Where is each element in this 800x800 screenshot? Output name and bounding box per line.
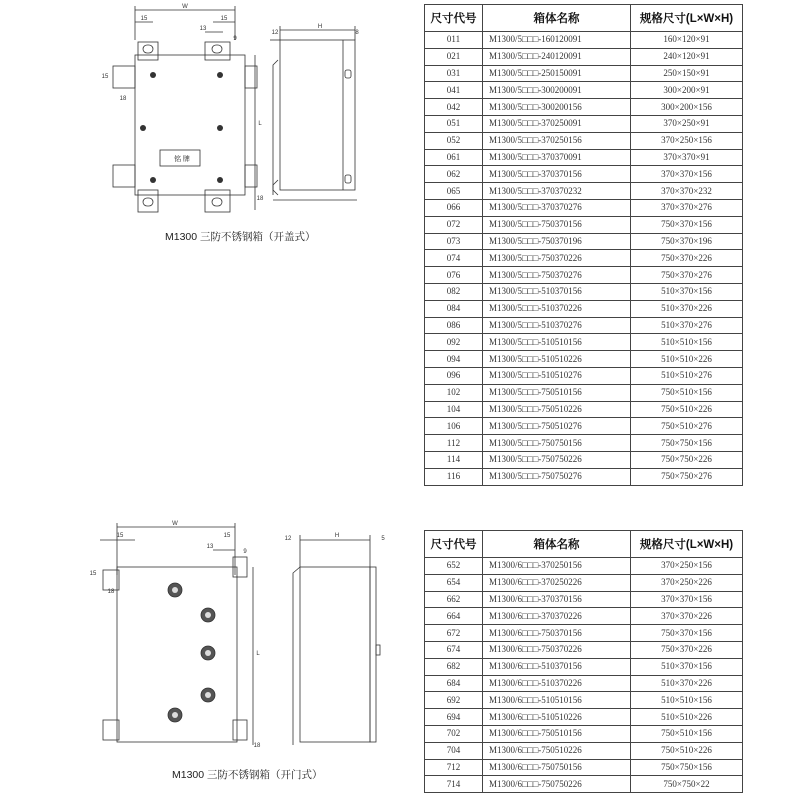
svg-text:H: H: [317, 24, 323, 30]
size-code-cell: 116: [425, 468, 483, 485]
spec-size-cell: 750×370×156: [631, 216, 743, 233]
table-row: [425, 216, 743, 233]
table-row: [425, 149, 743, 166]
box-name-cell: M1300/5□□□-750750276: [483, 468, 631, 485]
spec-size-cell: 300×200×91: [631, 82, 743, 99]
spec-size-cell: 250×150×91: [631, 65, 743, 82]
spec-size-cell: 510×510×156: [631, 692, 743, 709]
table-row: [425, 65, 743, 82]
table-row: [425, 591, 743, 608]
table-row: [425, 558, 743, 575]
svg-text:18: 18: [253, 743, 261, 749]
table-row: [425, 418, 743, 435]
table-row: [425, 692, 743, 709]
svg-text:12: 12: [284, 536, 292, 542]
spec-size-cell: 510×510×276: [631, 367, 743, 384]
table-row: [425, 250, 743, 267]
svg-text:12: 12: [271, 30, 279, 36]
size-code-cell: 672: [425, 625, 483, 642]
size-code-cell: 664: [425, 608, 483, 625]
size-code-cell: 052: [425, 132, 483, 149]
spec-size-cell: 510×370×156: [631, 283, 743, 300]
spec-size-cell: 370×370×156: [631, 166, 743, 183]
spec-size-cell: 750×750×22: [631, 776, 743, 793]
header-size-code: 尺寸代号: [425, 531, 483, 558]
table-row: [425, 48, 743, 65]
spec-table-bottom: [424, 530, 743, 793]
svg-text:W: W: [172, 521, 178, 527]
box-name-cell: M1300/6□□□-510370226: [483, 675, 631, 692]
box-name-cell: M1300/5□□□-750750226: [483, 451, 631, 468]
table-row: [425, 351, 743, 368]
size-code-cell: 112: [425, 435, 483, 452]
box-name-cell: M1300/5□□□-160120091: [483, 32, 631, 49]
spec-size-cell: 750×370×226: [631, 641, 743, 658]
table-row: [425, 199, 743, 216]
box-name-cell: M1300/5□□□-370370091: [483, 149, 631, 166]
svg-text:15: 15: [116, 533, 124, 539]
table-row: [425, 334, 743, 351]
box-name-cell: M1300/6□□□-750510156: [483, 725, 631, 742]
size-code-cell: 652: [425, 558, 483, 575]
table-row: [425, 300, 743, 317]
size-code-cell: 702: [425, 725, 483, 742]
table-row: [425, 709, 743, 726]
header-box-name: 箱体名称: [483, 531, 631, 558]
box-name-cell: M1300/5□□□-250150091: [483, 65, 631, 82]
header-spec-size: 规格尺寸(L×W×H): [631, 5, 743, 32]
size-code-cell: 096: [425, 367, 483, 384]
size-code-cell: 066: [425, 199, 483, 216]
size-code-cell: 714: [425, 776, 483, 793]
svg-text:L: L: [256, 651, 260, 657]
spec-size-cell: 750×510×226: [631, 401, 743, 418]
table-row: [425, 468, 743, 485]
table-row: [425, 742, 743, 759]
size-code-cell: 062: [425, 166, 483, 183]
spec-size-cell: 370×250×156: [631, 132, 743, 149]
box-name-cell: M1300/5□□□-750370156: [483, 216, 631, 233]
size-code-cell: 011: [425, 32, 483, 49]
spec-size-cell: 750×750×156: [631, 759, 743, 776]
box-name-cell: M1300/5□□□-370370156: [483, 166, 631, 183]
svg-text:9: 9: [233, 36, 237, 42]
box-name-cell: M1300/5□□□-750510276: [483, 418, 631, 435]
size-code-cell: 084: [425, 300, 483, 317]
box-name-cell: M1300/5□□□-510370156: [483, 283, 631, 300]
size-code-cell: 042: [425, 99, 483, 116]
table-row: [425, 367, 743, 384]
table-row: [425, 82, 743, 99]
box-name-cell: M1300/5□□□-510510226: [483, 351, 631, 368]
table-row: [425, 183, 743, 200]
box-name-cell: M1300/5□□□-750510226: [483, 401, 631, 418]
svg-text:15: 15: [220, 16, 228, 22]
spec-size-cell: 510×370×226: [631, 300, 743, 317]
spec-size-cell: 370×370×226: [631, 608, 743, 625]
size-code-cell: 073: [425, 233, 483, 250]
table-header-row: [425, 5, 743, 32]
bottom-box-drawing: [85, 515, 395, 765]
box-name-cell: M1300/6□□□-510370156: [483, 658, 631, 675]
svg-text:13: 13: [206, 544, 214, 550]
spec-size-cell: 750×510×156: [631, 725, 743, 742]
spec-size-cell: 370×250×156: [631, 558, 743, 575]
table-row: [425, 317, 743, 334]
header-spec-size: 规格尺寸(L×W×H): [631, 531, 743, 558]
table-row: [425, 401, 743, 418]
spec-size-cell: 750×370×156: [631, 625, 743, 642]
table-row: [425, 435, 743, 452]
svg-text:9: 9: [243, 549, 247, 555]
size-code-cell: 104: [425, 401, 483, 418]
table-row: [425, 115, 743, 132]
spec-size-cell: 750×370×226: [631, 250, 743, 267]
table-header-row: [425, 531, 743, 558]
box-name-cell: M1300/5□□□-370370232: [483, 183, 631, 200]
box-name-cell: M1300/5□□□-300200091: [483, 82, 631, 99]
box-name-cell: M1300/5□□□-510510156: [483, 334, 631, 351]
box-name-cell: M1300/6□□□-370250226: [483, 574, 631, 591]
size-code-cell: 065: [425, 183, 483, 200]
size-code-cell: 076: [425, 267, 483, 284]
box-name-cell: M1300/6□□□-370370156: [483, 591, 631, 608]
box-name-cell: M1300/6□□□-370250156: [483, 558, 631, 575]
table-row: [425, 608, 743, 625]
size-code-cell: 086: [425, 317, 483, 334]
bottom-drawing-caption: M1300 三防不锈钢箱（开门式）: [172, 769, 323, 781]
size-code-cell: 712: [425, 759, 483, 776]
spec-size-cell: 750×510×156: [631, 384, 743, 401]
table-row: [425, 776, 743, 793]
box-name-cell: M1300/5□□□-750370276: [483, 267, 631, 284]
table-row: [425, 759, 743, 776]
table-row: [425, 451, 743, 468]
size-code-cell: 704: [425, 742, 483, 759]
size-code-cell: 021: [425, 48, 483, 65]
table-row: [425, 267, 743, 284]
size-code-cell: 106: [425, 418, 483, 435]
box-name-cell: M1300/5□□□-300200156: [483, 99, 631, 116]
spec-size-cell: 750×370×276: [631, 267, 743, 284]
size-code-cell: 692: [425, 692, 483, 709]
table-row: [425, 132, 743, 149]
size-code-cell: 074: [425, 250, 483, 267]
box-name-cell: M1300/5□□□-240120091: [483, 48, 631, 65]
table-row: [425, 658, 743, 675]
table-row: [425, 384, 743, 401]
box-name-cell: M1300/5□□□-510510276: [483, 367, 631, 384]
spec-size-cell: 370×370×91: [631, 149, 743, 166]
size-code-cell: 102: [425, 384, 483, 401]
spec-size-cell: 750×750×156: [631, 435, 743, 452]
box-name-cell: M1300/6□□□-750370226: [483, 641, 631, 658]
box-name-cell: M1300/5□□□-750370196: [483, 233, 631, 250]
box-name-cell: M1300/6□□□-370370226: [483, 608, 631, 625]
table-row: [425, 641, 743, 658]
svg-text:18: 18: [119, 96, 127, 102]
header-box-name: 箱体名称: [483, 5, 631, 32]
size-code-cell: 682: [425, 658, 483, 675]
size-code-cell: 092: [425, 334, 483, 351]
top-box-drawing: [95, 0, 395, 225]
spec-size-cell: 750×750×276: [631, 468, 743, 485]
nameplate-label: 铭 牌: [174, 155, 190, 163]
box-name-cell: M1300/6□□□-750750156: [483, 759, 631, 776]
header-size-code: 尺寸代号: [425, 5, 483, 32]
spec-size-cell: 750×750×226: [631, 451, 743, 468]
box-name-cell: M1300/6□□□-750370156: [483, 625, 631, 642]
svg-text:13: 13: [199, 26, 207, 32]
svg-text:15: 15: [89, 571, 97, 577]
size-code-cell: 031: [425, 65, 483, 82]
box-name-cell: M1300/5□□□-750370226: [483, 250, 631, 267]
table-row: [425, 166, 743, 183]
svg-text:15: 15: [140, 16, 148, 22]
box-name-cell: M1300/5□□□-370250156: [483, 132, 631, 149]
table-row: [425, 233, 743, 250]
size-code-cell: 684: [425, 675, 483, 692]
spec-size-cell: 510×510×156: [631, 334, 743, 351]
spec-size-cell: 370×250×91: [631, 115, 743, 132]
box-name-cell: M1300/5□□□-510370276: [483, 317, 631, 334]
size-code-cell: 114: [425, 451, 483, 468]
svg-text:18: 18: [107, 589, 115, 595]
spec-size-cell: 370×370×232: [631, 183, 743, 200]
spec-size-cell: 750×510×276: [631, 418, 743, 435]
spec-size-cell: 300×200×156: [631, 99, 743, 116]
table-row: [425, 675, 743, 692]
svg-text:H: H: [334, 533, 340, 539]
size-code-cell: 041: [425, 82, 483, 99]
spec-size-cell: 510×370×226: [631, 675, 743, 692]
table-row: [425, 32, 743, 49]
box-name-cell: M1300/5□□□-750750156: [483, 435, 631, 452]
spec-table-top: [424, 4, 743, 486]
size-code-cell: 072: [425, 216, 483, 233]
spec-size-cell: 240×120×91: [631, 48, 743, 65]
size-code-cell: 082: [425, 283, 483, 300]
size-code-cell: 694: [425, 709, 483, 726]
spec-size-cell: 370×370×276: [631, 199, 743, 216]
box-name-cell: M1300/5□□□-370370276: [483, 199, 631, 216]
svg-text:L: L: [258, 121, 262, 127]
spec-size-cell: 750×370×196: [631, 233, 743, 250]
box-name-cell: M1300/5□□□-510370226: [483, 300, 631, 317]
table-row: [425, 283, 743, 300]
size-code-cell: 654: [425, 574, 483, 591]
size-code-cell: 061: [425, 149, 483, 166]
table-row: [425, 725, 743, 742]
spec-size-cell: 510×370×276: [631, 317, 743, 334]
spec-size-cell: 370×370×156: [631, 591, 743, 608]
spec-size-cell: 510×370×156: [631, 658, 743, 675]
table-row: [425, 574, 743, 591]
size-code-cell: 662: [425, 591, 483, 608]
spec-size-cell: 510×510×226: [631, 709, 743, 726]
top-drawing-caption: M1300 三防不锈钢箱（开盖式）: [165, 231, 316, 243]
svg-text:W: W: [182, 4, 188, 10]
box-name-cell: M1300/6□□□-510510226: [483, 709, 631, 726]
size-code-cell: 094: [425, 351, 483, 368]
box-name-cell: M1300/6□□□-750510226: [483, 742, 631, 759]
size-code-cell: 051: [425, 115, 483, 132]
svg-text:8: 8: [355, 30, 359, 36]
table-row: [425, 625, 743, 642]
box-name-cell: M1300/5□□□-370250091: [483, 115, 631, 132]
size-code-cell: 674: [425, 641, 483, 658]
spec-size-cell: 160×120×91: [631, 32, 743, 49]
svg-text:15: 15: [223, 533, 231, 539]
svg-text:5: 5: [381, 536, 385, 542]
svg-text:18: 18: [256, 196, 264, 202]
table-row: [425, 99, 743, 116]
spec-size-cell: 750×510×226: [631, 742, 743, 759]
svg-text:15: 15: [101, 74, 109, 80]
box-name-cell: M1300/6□□□-510510156: [483, 692, 631, 709]
box-name-cell: M1300/6□□□-750750226: [483, 776, 631, 793]
spec-size-cell: 510×510×226: [631, 351, 743, 368]
spec-size-cell: 370×250×226: [631, 574, 743, 591]
box-name-cell: M1300/5□□□-750510156: [483, 384, 631, 401]
